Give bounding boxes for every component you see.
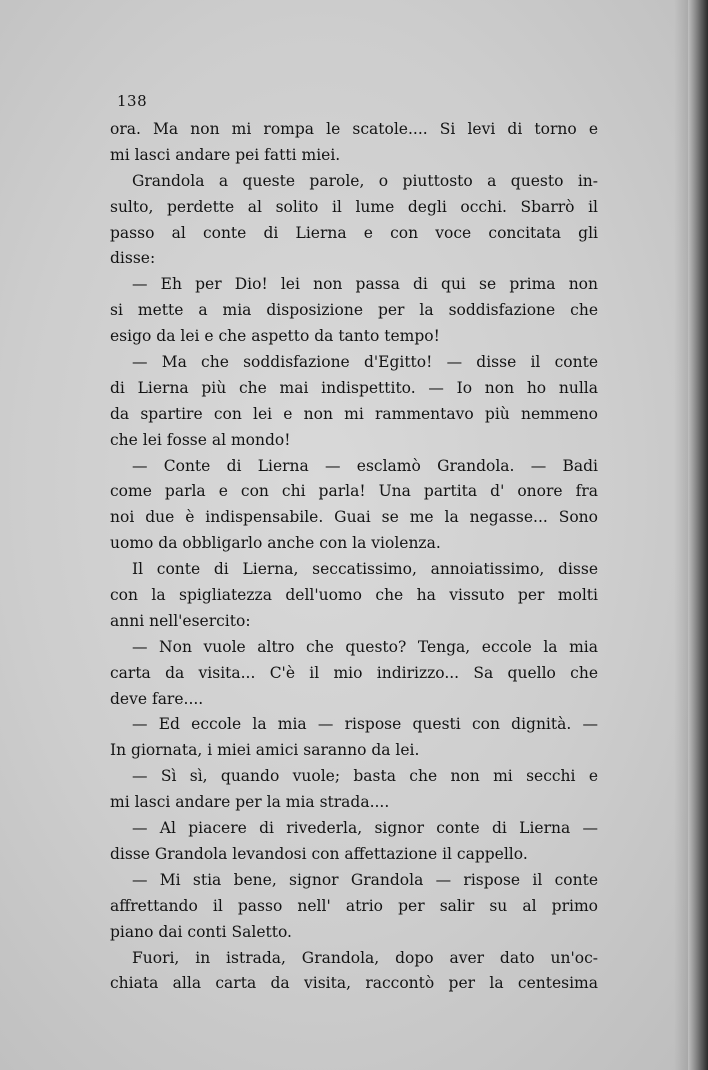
text-line: Grandola a queste parole, o piuttosto a questo in- (132, 171, 598, 190)
text-line: uomo da obbligarlo anche con la violenza. (110, 534, 441, 553)
text-line: carta da visita... C'è il mio indirizzo... Sa quello che (110, 663, 598, 682)
text-line: come parla e con chi parla! Una partita d' onore fra (110, 482, 598, 501)
text-line: — Ma che soddisfazione d'Egitto! — disse il conte (132, 353, 598, 372)
text-line: deve fare.... (110, 689, 204, 708)
text-line: — Sì sì, quando vuole; basta che non mi secchi e (132, 767, 598, 786)
text-line: piano dai conti Saletto. (110, 922, 292, 941)
text-line: che lei fosse al mondo! (110, 430, 291, 449)
text-line: esigo da lei e che aspetto da tanto tempo! (110, 327, 440, 346)
text-line: sulto, perdette al solito il lume degli occhi. Sbarrò il (110, 197, 598, 216)
text-line: chiata alla carta da visita, raccontò per la centesima (110, 974, 598, 993)
text-line: noi due è indispensabile. Guai se me la negasse... Sono (110, 508, 598, 527)
text-line: Fuori, in istrada, Grandola, dopo aver dato un'oc- (132, 948, 598, 967)
text-line: Il conte di Lierna, seccatissimo, annoiatissimo, disse (132, 560, 598, 579)
text-line: ora. Ma non mi rompa le scatole.... Si levi di torno e (110, 120, 598, 138)
body-text (110, 117, 598, 997)
text-line: si mette a mia disposizione per la soddisfazione che (110, 301, 598, 320)
page-number: 138 (117, 92, 148, 110)
text-line: — Non vuole altro che questo? Tenga, eccole la mia (132, 637, 598, 656)
text-line: anni nell'esercito: (110, 611, 251, 630)
text-line: con la spigliatezza dell'uomo che ha vissuto per molti (110, 586, 598, 605)
text-line: di Lierna più che mai indispettito. — Io non ho nulla (110, 378, 598, 397)
text-line: mi lasci andare pei fatti miei. (110, 145, 341, 164)
page-edge (688, 0, 708, 1070)
text-line: passo al conte di Lierna e con voce concitata gli (110, 223, 598, 242)
text-line: disse Grandola levandosi con affettazione il cappello. (110, 844, 528, 863)
text-line: — Eh per Dio! lei non passa di qui se prima non (132, 275, 598, 294)
text-line: affrettando il passo nell' atrio per salir su al primo (110, 896, 598, 915)
text-line: In giornata, i miei amici saranno da lei. (110, 741, 420, 760)
text-line: disse: (110, 249, 156, 268)
text-line: — Conte di Lierna — esclamò Grandola. — Badi (132, 456, 598, 475)
text-line: — Al piacere di rivederla, signor conte di Lierna — (132, 819, 598, 838)
text-line: — Mi stia bene, signor Grandola — rispose il conte (132, 870, 598, 889)
text-line: — Ed eccole la mia — rispose questi con dignità. — (132, 715, 598, 734)
page-edge-shadow (674, 0, 688, 1070)
text-line: mi lasci andare per la mia strada.... (110, 793, 390, 812)
text-line: da spartire con lei e non mi rammentavo più nemmeno (110, 404, 598, 423)
